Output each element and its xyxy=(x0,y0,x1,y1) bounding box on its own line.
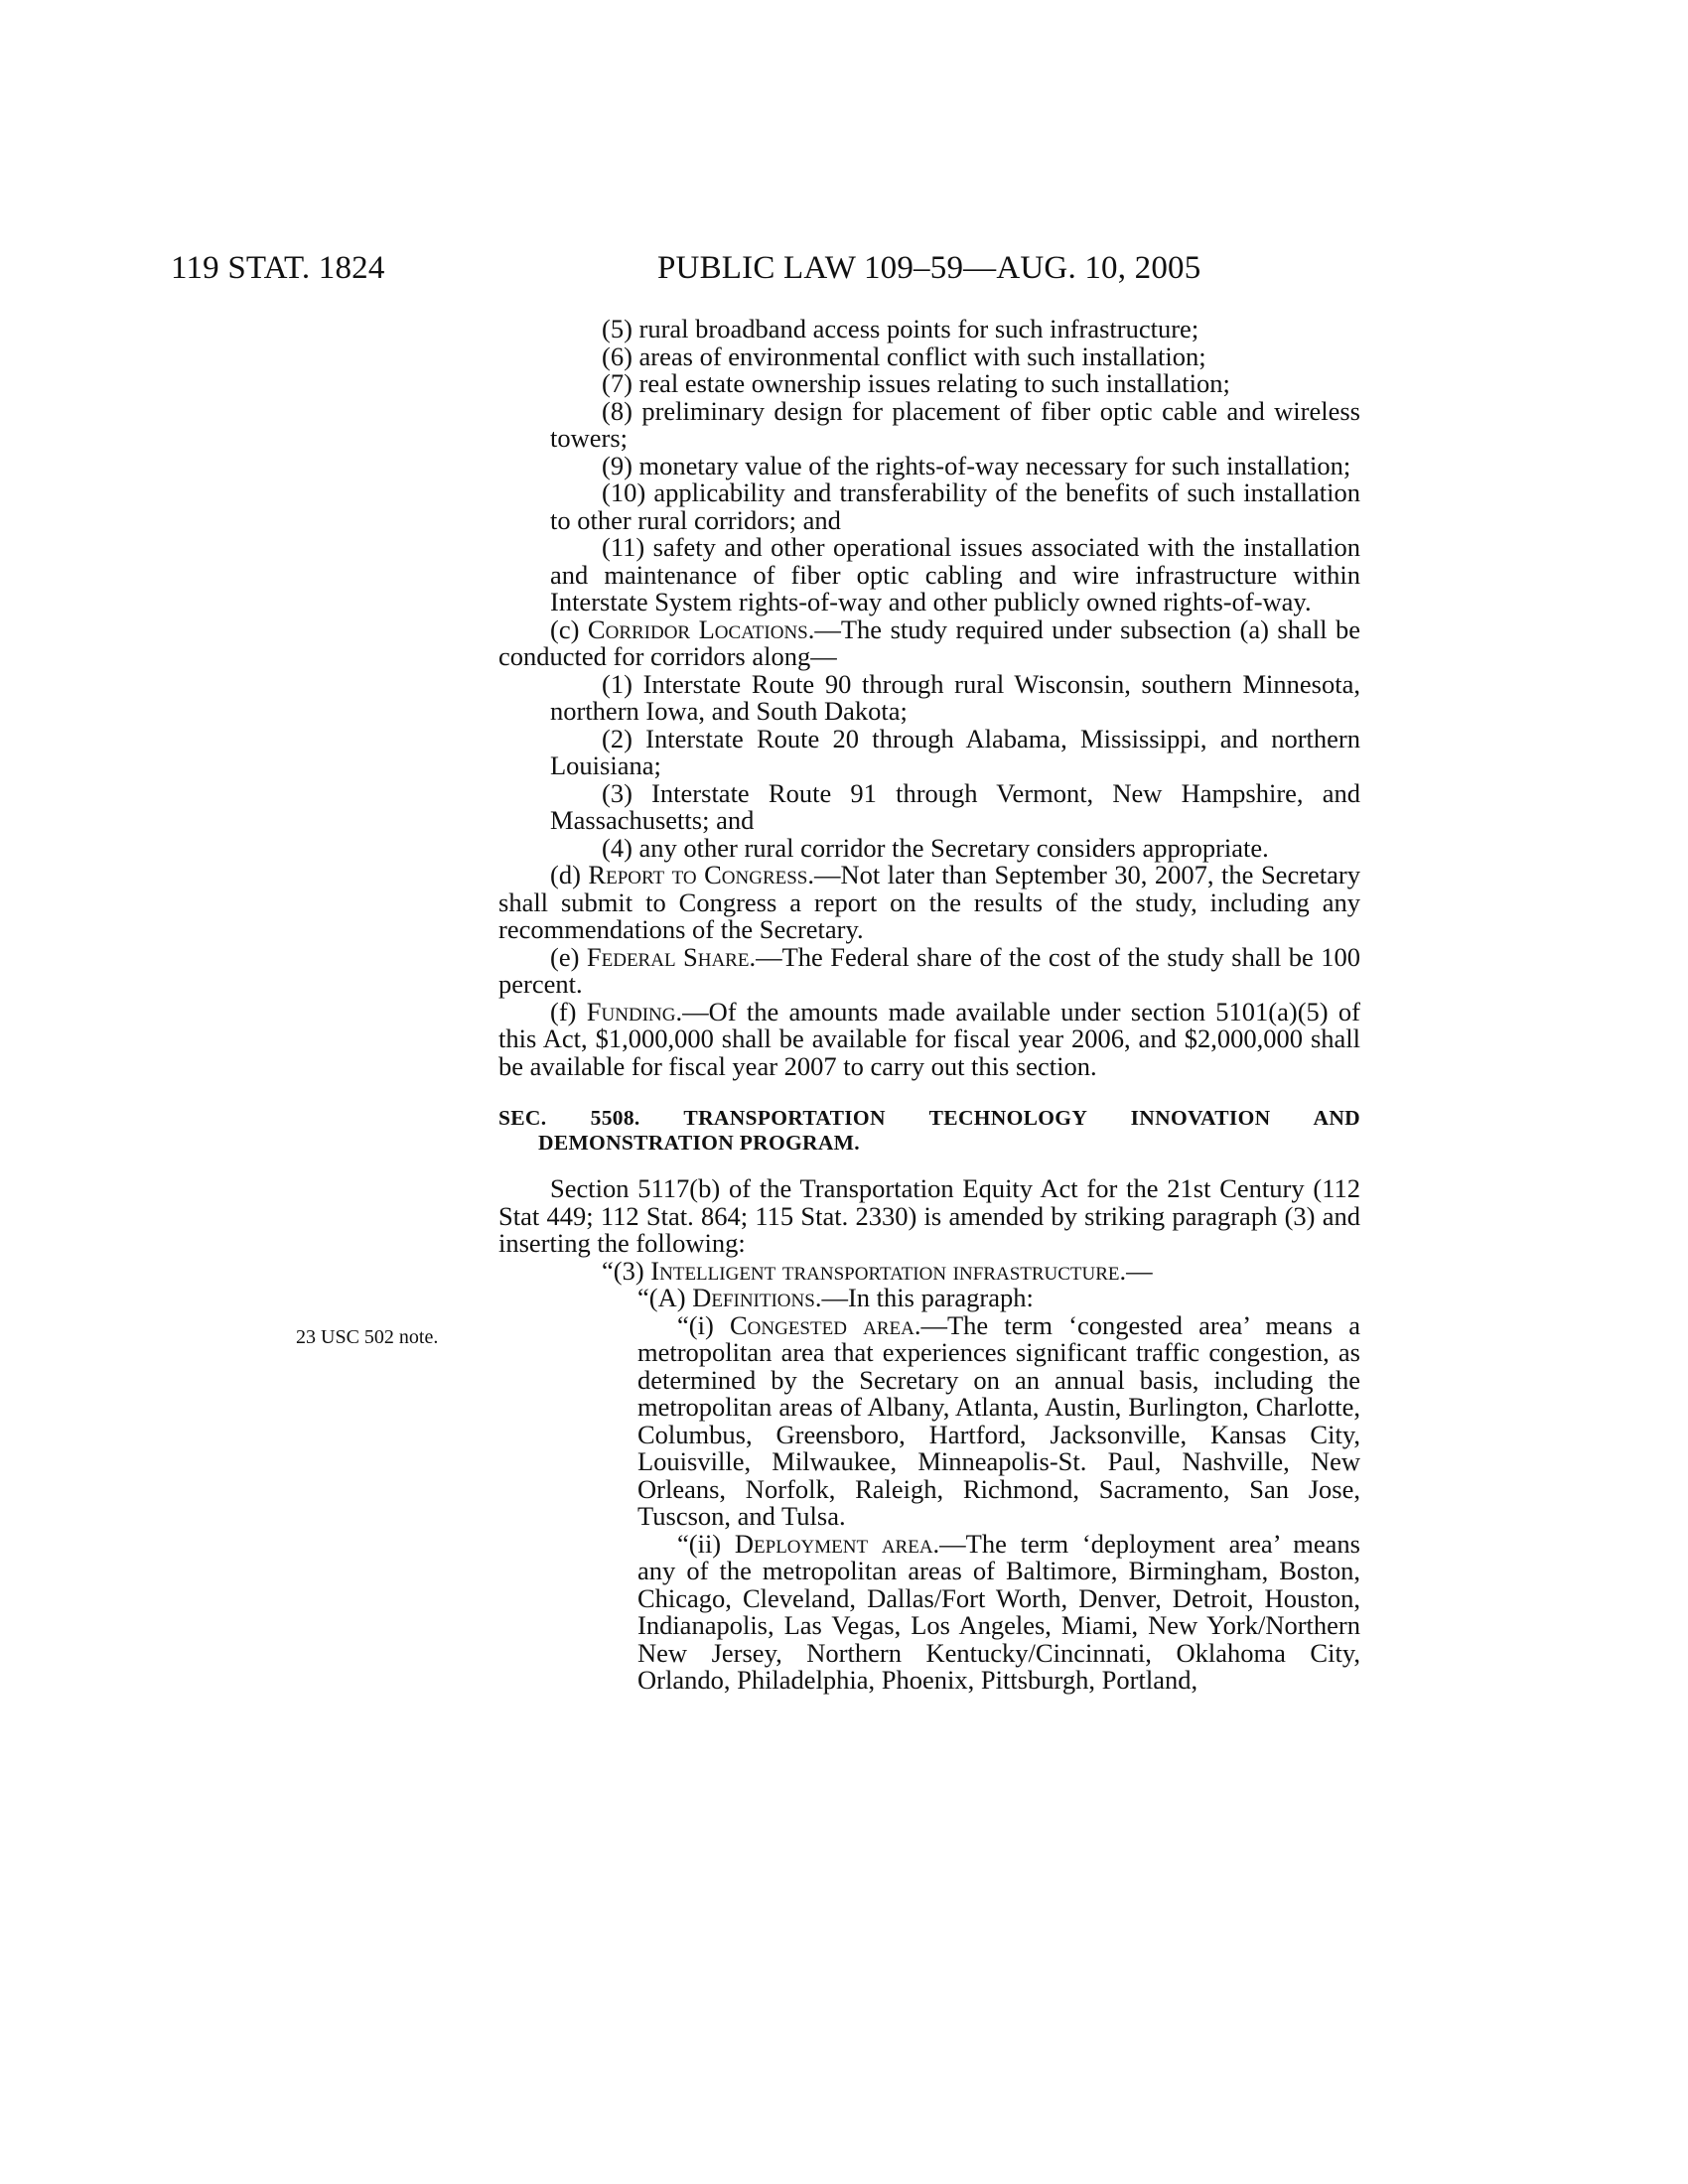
subsection-f-text: .—Of the amounts made available under section 5101(a)(5) of this Act, $1,000,000 shall be available for fiscal year 2006, and $2,000,000 shall be available for fiscal year 2007 to carry out this section. xyxy=(498,996,1360,1081)
paragraph-3-heading: Intelligent transportation infrastructure xyxy=(650,1255,1120,1286)
subsection-d-text: .—Not later than September 30, 2007, the Secretary shall submit to Congress a report on the results of the study, including any recommendations of the Secretary. xyxy=(498,860,1360,944)
page-reference: 119 STAT. 1824 xyxy=(171,250,385,286)
subsection-c xyxy=(498,616,1360,671)
subsection-f-label: (f) xyxy=(550,996,587,1026)
subsection-e-label: (e) xyxy=(550,941,587,972)
paragraph-3-label: “(3) xyxy=(602,1255,651,1286)
clause-ii xyxy=(498,1528,1360,1695)
section-heading: SEC. 5508. TRANSPORTATION TECHNOLOGY INNOVATION AND DEMONSTRATION PROGRAM. xyxy=(498,1106,1360,1155)
margin-note: 23 USC 502 note. xyxy=(296,1326,439,1348)
subsection-e-text: .—The Federal share of the cost of the study shall be 100 percent. xyxy=(498,941,1360,999)
item-8: (8) preliminary design for placement of fiber optic cable and wireless towers; xyxy=(550,395,1360,453)
subsection-c-label: (c) xyxy=(550,614,588,644)
clause-i-text: .—The term ‘congested area’ means a metropolitan area that experiences significant traffic congestion, as determined by the Secretary on an annual basis, including the metropolitan areas of Albany, Atlanta, Austin, Burlington, Charlotte, Columbus, Greensboro, Hartford, Jacksonville, Kansas City, Louisville, Milwaukee, Minneapolis-St. Paul, Nashville, New Orleans, Norfolk, Raleigh, Richmond, Sacramento, San Jose, Tuscson, and Tulsa. xyxy=(637,1309,1360,1531)
subsection-c-heading: Corridor Locations xyxy=(587,614,808,644)
clause-i-label: “(i) xyxy=(677,1309,730,1340)
corridor-item-1: (1) Interstate Route 90 through rural Wisconsin, southern Minnesota, northern Iowa, and South Dakota; xyxy=(550,668,1360,726)
subsection-c-text: .—The study required under subsection (a) shall be conducted for corridors along— xyxy=(498,614,1360,671)
item-10: (10) applicability and transferability of the benefits of such installation to other rural corridors; and xyxy=(550,478,1360,535)
subsection-d-label: (d) xyxy=(550,860,589,889)
clause-ii-text: .—The term ‘deployment area’ means any of the metropolitan areas of Baltimore, Birmingham, Boston, Chicago, Cleveland, Dallas/Fort Worth, Denver, Detroit, Houston, Indianapolis, Las Vegas, Los Angeles, Miami, New York/Northern New Jersey, Northern Kentucky/Cincinnati, Oklahoma City, Orlando, Philadelphia, Phoenix, Pittsburgh, Portland, xyxy=(637,1528,1360,1695)
clause-ii-label: “(ii) xyxy=(677,1528,735,1559)
paragraph-3 xyxy=(498,1255,1360,1286)
subsection-d-heading: Report to Congress xyxy=(588,860,808,889)
item-11: (11) safety and other operational issues associated with the installation and maintenance of fiber optic cabling and wire infrastructure within Interstate System rights-of-way and other publicly owned rights-of-way. xyxy=(550,532,1360,616)
subsection-e xyxy=(498,941,1360,999)
clause-i-heading: Congested area xyxy=(729,1309,914,1340)
paragraph-3-text: .— xyxy=(1119,1255,1153,1286)
subsection-f-heading: Funding xyxy=(586,996,676,1026)
subsection-e-heading: Federal Share xyxy=(586,941,750,972)
subparagraph-a-text: .—In this paragraph: xyxy=(814,1283,1034,1312)
item-7: (7) real estate ownership issues relating to such installation; xyxy=(602,368,1230,398)
corridor-item-4: (4) any other rural corridor the Secretary considers appropriate. xyxy=(602,832,1269,863)
subsection-d xyxy=(498,862,1360,944)
subparagraph-a xyxy=(498,1285,1360,1312)
clause-i xyxy=(498,1309,1360,1531)
page-header-title: PUBLIC LAW 109–59—AUG. 10, 2005 xyxy=(657,250,1201,286)
clause-ii-heading: Deployment area xyxy=(734,1528,933,1559)
subsection-f xyxy=(498,996,1360,1081)
subparagraph-a-label: “(A) xyxy=(637,1283,693,1312)
item-6: (6) areas of environmental conflict with such installation; xyxy=(602,341,1206,371)
subparagraph-a-heading: Definitions xyxy=(692,1283,815,1312)
section-intro: Section 5117(b) of the Transportation Equity Act for the 21st Century (112 Stat 449; 112 Stat. 864; 115 Stat. 2330) is amended by striking paragraph (3) and inserting the following: xyxy=(498,1173,1360,1258)
corridor-item-2: (2) Interstate Route 20 through Alabama, Mississippi, and northern Louisiana; xyxy=(550,723,1360,780)
corridor-item-3: (3) Interstate Route 91 through Vermont, New Hampshire, and Massachusetts; and xyxy=(550,777,1360,835)
document-body xyxy=(498,316,1360,1695)
item-9: (9) monetary value of the rights-of-way necessary for such installation; xyxy=(602,450,1351,480)
item-5: (5) rural broadband access points for such infrastructure; xyxy=(602,314,1199,343)
